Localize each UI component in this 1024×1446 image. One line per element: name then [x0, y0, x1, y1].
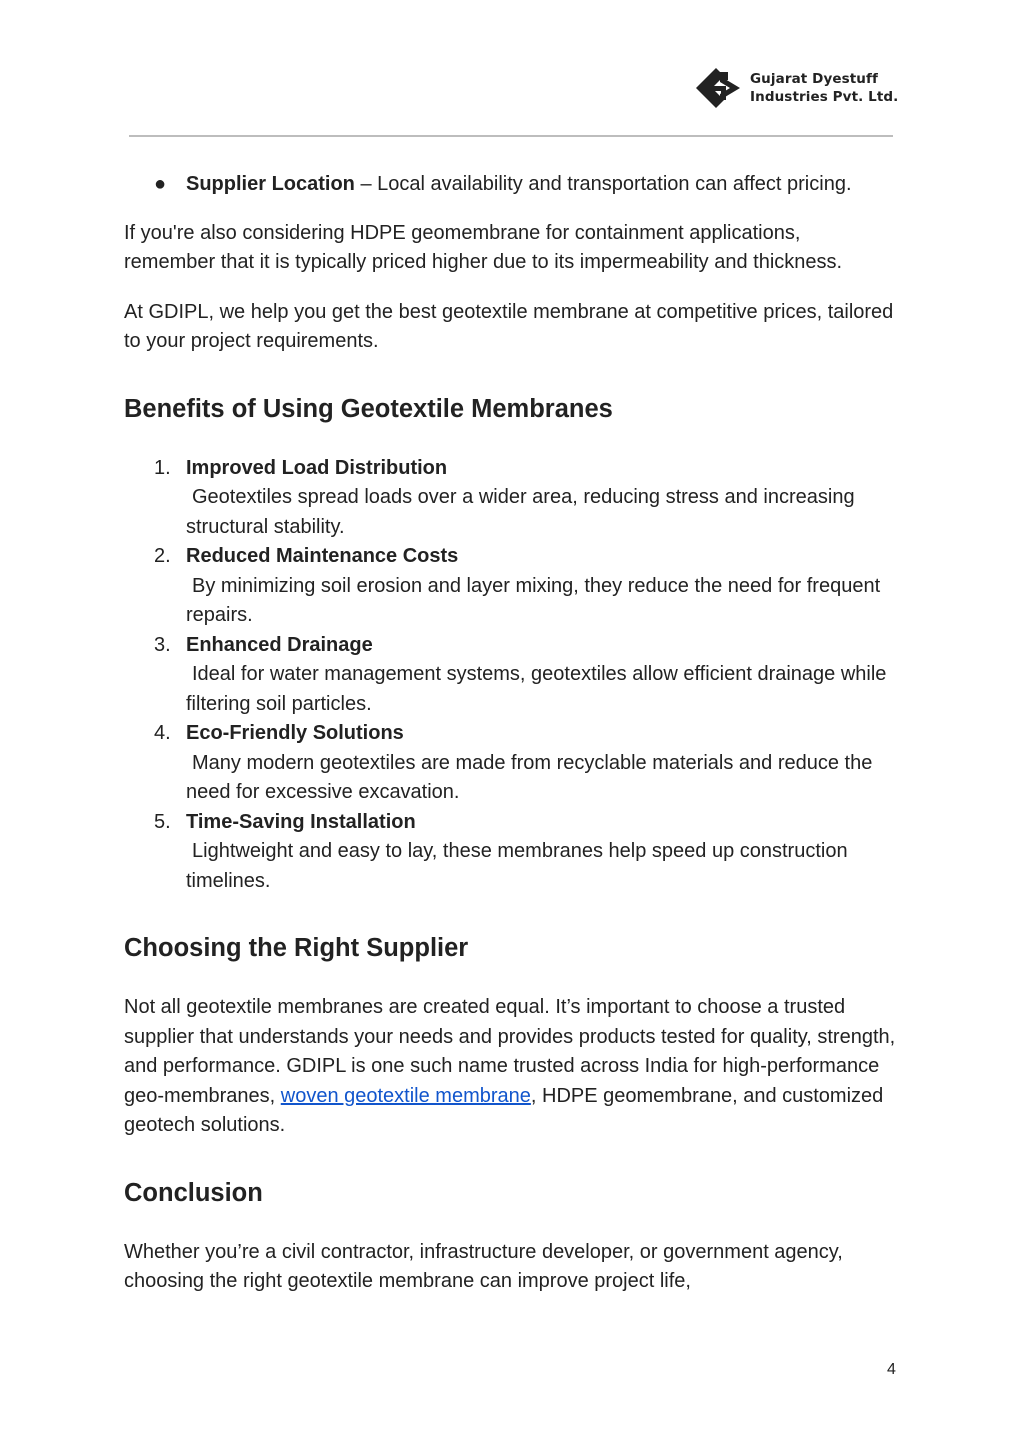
supplier-text-after: , HDPE geomembrane, and customized geotech solutions.	[124, 1084, 884, 1136]
list-item-title: Eco-Friendly Solutions	[186, 722, 404, 744]
list-number: 3.	[154, 633, 171, 656]
section-heading-benefits: Benefits of Using Geotextile Membranes	[124, 394, 613, 423]
list-item-title: Reduced Maintenance Costs	[186, 545, 459, 567]
company-header	[694, 66, 898, 110]
section-heading-supplier: Choosing the Right Supplier	[124, 934, 469, 962]
paragraph-gdipl: At GDIPL, we help you get the best geotextile membrane at competitive prices, tailored to your project requirements.	[124, 300, 894, 352]
document-body	[124, 170, 896, 1317]
bullet-text: – Local availability and transportation can affect pricing.	[354, 173, 852, 195]
list-item	[124, 170, 896, 200]
bullet-term: Supplier Location	[186, 173, 355, 195]
list-item	[124, 631, 896, 720]
supplier-text-before: Not all geotextile membranes are created equal. It’s important to choose a trusted supplier that understands your needs and provides products tested for quality, strength, and performance. GDIPL is one such name trusted across India for high-performance geo-membranes,	[124, 996, 896, 1107]
header-divider	[129, 135, 893, 137]
list-item-desc	[186, 572, 896, 631]
list-item-desc-text: Geotextiles spread loads over a wider area, reducing stress and increasing structural stability.	[186, 486, 855, 538]
paragraph-conclusion: Whether you’re a civil contractor, infrastructure developer, or government agency, choosing the right geotextile membrane can improve project life,	[124, 1240, 843, 1292]
list-number: 5.	[154, 810, 171, 833]
bullet-list	[124, 170, 896, 200]
section-heading-conclusion: Conclusion	[124, 1178, 263, 1207]
list-number: 1.	[154, 456, 171, 479]
list-number: 2.	[154, 545, 171, 567]
company-name	[750, 70, 898, 106]
paragraph-hdpe: If you're also considering HDPE geomembrane for containment applications, remember that it is typically priced higher due to its impermeability and thickness.	[124, 221, 843, 273]
list-item-desc	[186, 749, 896, 808]
list-item-desc	[186, 660, 896, 719]
list-item-desc-text: By minimizing soil erosion and layer mixing, they reduce the need for frequent repairs.	[186, 574, 881, 626]
list-item-desc-text: Many modern geotextiles are made from recyclable materials and reduce the need for excessive excavation.	[186, 751, 873, 803]
list-item	[124, 454, 896, 543]
bullet-icon: ●	[154, 173, 167, 195]
page-number: 4	[887, 1361, 896, 1378]
list-number: 4.	[154, 722, 171, 744]
list-item-desc-text: Ideal for water management systems, geotextiles allow efficient drainage while filtering soil particles.	[186, 663, 887, 715]
list-item	[124, 719, 896, 808]
paragraph-supplier	[124, 993, 896, 1141]
company-logo-icon	[694, 66, 742, 110]
list-item	[124, 808, 896, 897]
woven-geotextile-link[interactable]: woven geotextile membrane	[280, 1084, 531, 1107]
list-item-desc-text: Lightweight and easy to lay, these membranes help speed up construction timelines.	[186, 840, 848, 892]
company-name-line1: Gujarat Dyestuff	[750, 71, 878, 87]
list-item-desc	[186, 483, 896, 542]
benefits-list	[124, 454, 896, 897]
list-item-title: Enhanced Drainage	[186, 633, 373, 656]
list-item	[124, 542, 896, 631]
company-name-line2: Industries Pvt. Ltd.	[750, 89, 899, 105]
list-item-title: Improved Load Distribution	[186, 456, 448, 479]
list-item-desc	[186, 837, 896, 896]
list-item-title: Time-Saving Installation	[186, 810, 416, 833]
